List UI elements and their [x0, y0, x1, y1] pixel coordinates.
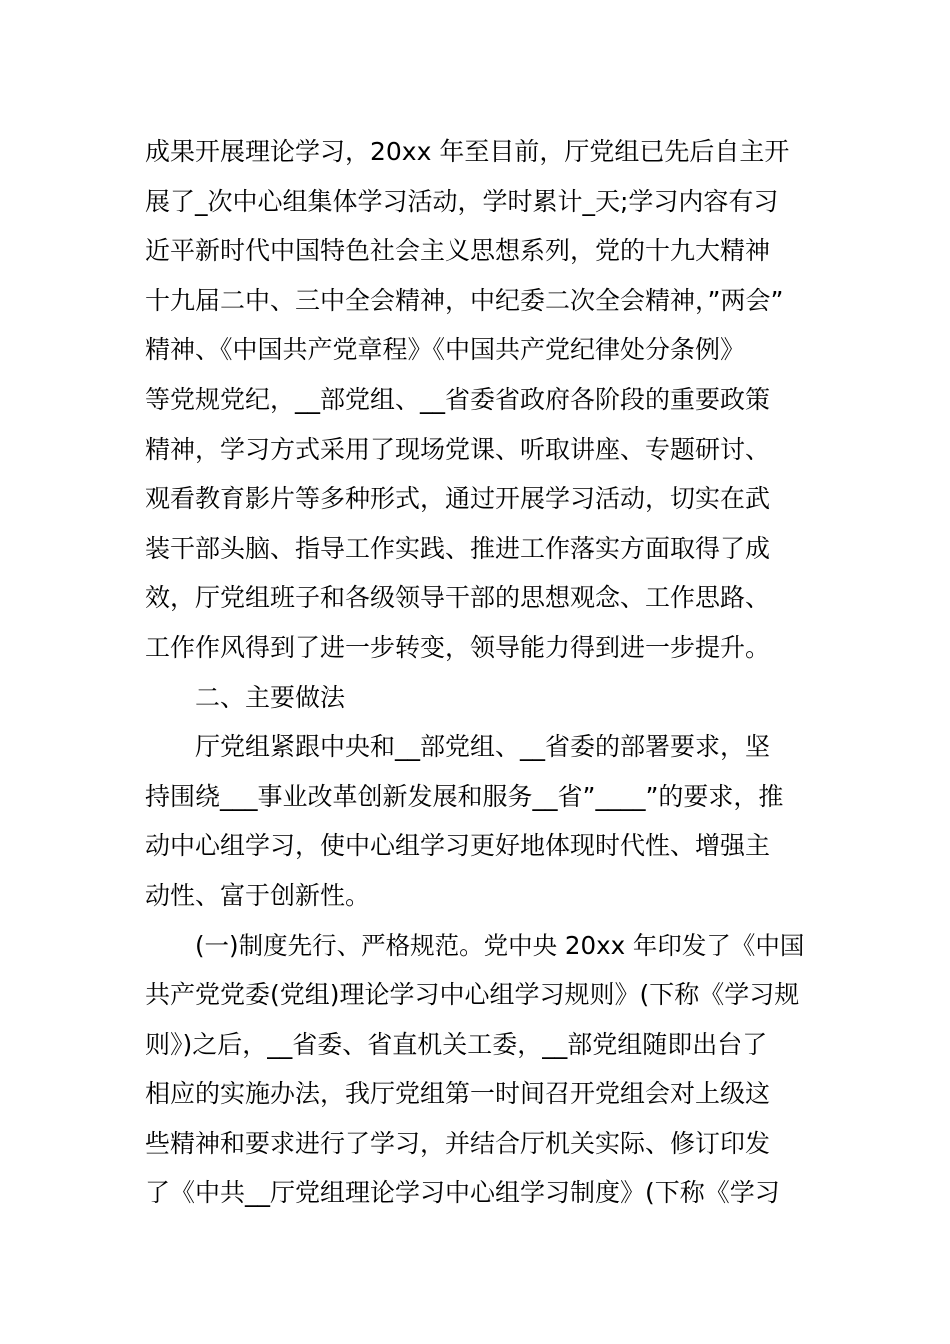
paragraph-line: 动性、富于创新性。: [145, 880, 371, 910]
paragraph-line: 等党规党纪，__部党组、__省委省政府各阶段的重要政策: [145, 384, 771, 414]
paragraph-line: 十九届二中、三中全会精神，中纪委二次全会精神，”两会”: [145, 285, 784, 315]
paragraph-line: 了《中共__厅党组理论学习中心组学习制度》(下称《学习: [145, 1178, 780, 1208]
paragraph-line: 装干部头脑、指导工作实践、推进工作落实方面取得了成: [145, 533, 771, 563]
paragraph-line: 近平新时代中国特色社会主义思想系列，党的十九大精神: [145, 236, 771, 266]
paragraph-line: (一)制度先行、严格规范。党中央 20xx 年印发了《中国: [195, 930, 805, 960]
paragraph-line: 些精神和要求进行了学习，并结合厅机关实际、修订印发: [145, 1128, 771, 1158]
paragraph-line: 则》)之后，__省委、省直机关工委，__部党组随即出台了: [145, 1029, 768, 1059]
document-body: [145, 127, 810, 1218]
paragraph-line: 共产党党委(党组)理论学习中心组学习规则》(下称《学习规: [145, 980, 800, 1010]
paragraph-line: 效，厅党组班子和各级领导干部的思想观念、工作思路、: [145, 583, 771, 613]
paragraph-line: 观看教育影片等多种形式，通过开展学习活动，切实在武: [145, 484, 771, 514]
section-heading: 二、主要做法: [195, 682, 346, 712]
paragraph-line: 展了_次中心组集体学习活动，学时累计_天;学习内容有习: [145, 186, 779, 216]
paragraph-line: 精神、《中国共产党章程》《中国共产党纪律处分条例》: [145, 335, 746, 365]
paragraph-line: 相应的实施办法，我厅党组第一时间召开党组会对上级这: [145, 1079, 771, 1109]
paragraph-line: 持围绕___事业改革创新发展和服务__省”____”的要求，推: [145, 781, 784, 811]
paragraph-line: 精神，学习方式采用了现场党课、听取讲座、专题研讨、: [145, 434, 771, 464]
paragraph-line: 厅党组紧跟中央和__部党组、__省委的部署要求，坚: [195, 732, 771, 762]
paragraph-line: 成果开展理论学习，20xx 年至目前，厅党组已先后自主开: [145, 137, 790, 166]
paragraph-line: 工作作风得到了进一步转变，领导能力得到进一步提升。: [145, 632, 771, 662]
paragraph-line: 动中心组学习，使中心组学习更好地体现时代性、增强主: [145, 831, 771, 861]
